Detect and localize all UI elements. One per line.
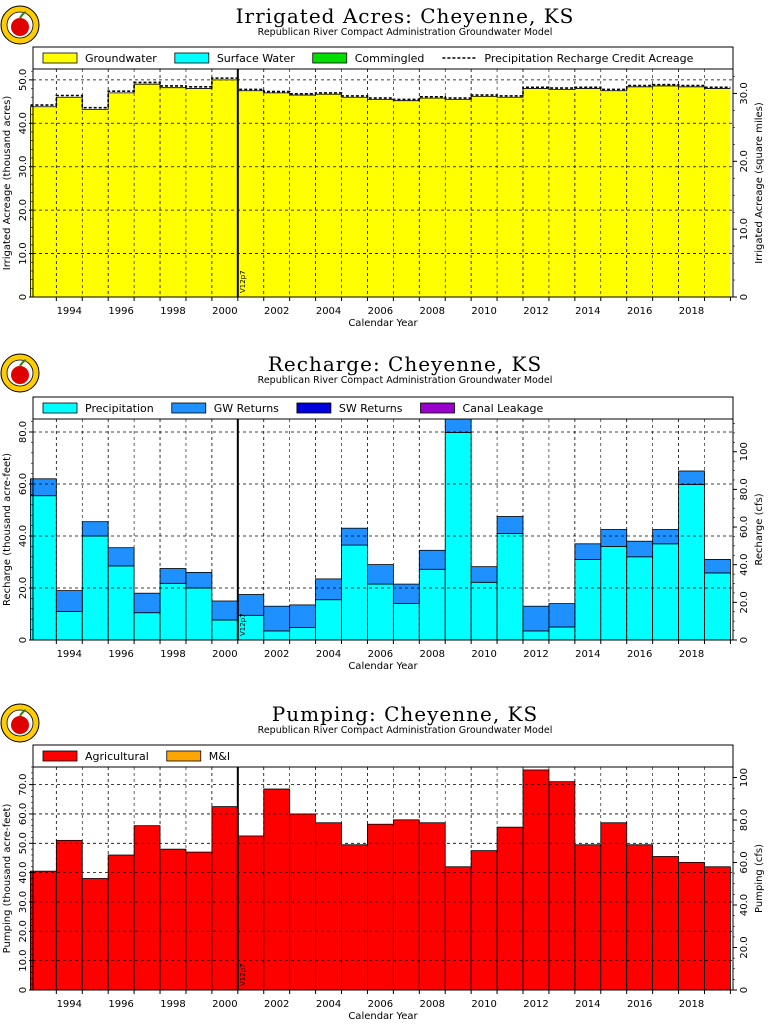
legend-swatch (172, 403, 206, 413)
apple-icon (11, 366, 29, 384)
bar-gw-returns-1994 (56, 591, 82, 612)
bar-precipitation-1998 (160, 583, 186, 640)
ytick-right-label: 60.0 (739, 851, 750, 874)
bar-agricultural-2000 (212, 807, 238, 990)
xtick-label: 1998 (160, 649, 186, 660)
legend-entry: Agricultural (85, 750, 149, 763)
area-groundwater-2004 (316, 94, 342, 297)
version-marker-label: V12p7 (238, 613, 247, 636)
ytick-right-label: 80.0 (739, 808, 750, 832)
xtick-label: 2012 (523, 999, 549, 1010)
legend-entry: Precipitation Recharge Credit Acreage (484, 52, 694, 65)
xtick-label: 2010 (471, 306, 497, 317)
bar-precipitation-2005 (342, 545, 368, 640)
area-groundwater-1994 (56, 97, 82, 297)
bar-gw-returns-1995 (82, 522, 108, 536)
bar-gw-returns-1998 (160, 569, 186, 584)
area-groundwater-2001 (238, 91, 264, 297)
bar-agricultural-2004 (316, 823, 342, 990)
bar-agricultural-2010 (471, 851, 497, 990)
xtick-label: 2004 (315, 999, 342, 1010)
x-axis-label: Calendar Year (348, 318, 418, 329)
ytick-right-label: 80.0 (739, 478, 750, 501)
ytick-label: 0 (18, 986, 29, 994)
bar-agricultural-2008 (419, 823, 445, 990)
xtick-label: 1996 (108, 306, 134, 317)
legend-swatch (43, 403, 77, 413)
y-axis-right-label: Irrigated Acreage (square miles) (754, 102, 765, 264)
chart-subtitle: Republican River Compact Administration Groundwater Model (257, 27, 553, 38)
chart-title: Irrigated Acres: Cheyenne, KS (235, 4, 575, 28)
bar-precipitation-2011 (497, 533, 523, 640)
ytick-label: 30.0 (18, 155, 29, 178)
bar-precipitation-1997 (134, 613, 160, 640)
bar-gw-returns-2016 (627, 541, 653, 557)
bar-agricultural-2007 (393, 820, 419, 990)
bar-precipitation-2014 (575, 559, 601, 640)
ytick-right-label: 20.0 (739, 150, 750, 173)
bar-gw-returns-2002 (264, 606, 290, 631)
ytick-right-label: 10.0 (739, 218, 750, 241)
bar-gw-returns-2013 (549, 604, 575, 627)
chart-panel-3 (1, 702, 765, 1022)
xtick-label: 1994 (56, 999, 83, 1010)
chart-subtitle: Republican River Compact Administration Groundwater Model (257, 375, 553, 386)
x-axis-label: Calendar Year (348, 1011, 418, 1022)
bar-gw-returns-1993 (30, 479, 56, 496)
bar-gw-returns-2003 (290, 605, 316, 628)
ytick-right-label: 0 (739, 293, 750, 301)
legend-entry: SW Returns (338, 402, 403, 415)
bar-agricultural-2005 (342, 845, 368, 990)
bar-agricultural-1996 (108, 855, 134, 990)
area-groundwater-2016 (627, 87, 653, 297)
area-groundwater-2014 (575, 89, 601, 297)
chart-title: Pumping: Cheyenne, KS (271, 702, 539, 726)
area-groundwater-2007 (393, 101, 419, 297)
legend-entry: Precipitation (85, 402, 154, 415)
xtick-label: 2016 (626, 999, 653, 1010)
ytick-label: 60.0 (18, 802, 29, 826)
bar-precipitation-2010 (471, 582, 497, 640)
area-groundwater-2011 (497, 97, 523, 297)
bar-gw-returns-2000 (212, 601, 238, 620)
ytick-label: 20.0 (18, 199, 29, 222)
bar-gw-returns-2009 (445, 419, 471, 433)
ytick-label: 50.0 (18, 68, 29, 91)
bar-agricultural-2018 (679, 862, 705, 990)
bar-gw-returns-1997 (134, 593, 160, 613)
xtick-label: 2000 (212, 306, 238, 317)
legend-entry: Groundwater (85, 52, 157, 65)
area-groundwater-2006 (367, 99, 393, 297)
bar-precipitation-2004 (316, 600, 342, 640)
bar-agricultural-2011 (497, 827, 523, 990)
legend-swatch (43, 751, 77, 761)
legend-swatch (313, 53, 347, 63)
version-marker-label: V12p7 (238, 963, 247, 986)
ytick-label: 40.0 (18, 112, 29, 135)
area-groundwater-2013 (549, 89, 575, 297)
ytick-label: 10.0 (18, 242, 29, 265)
ytick-label: 40.0 (18, 524, 29, 548)
area-groundwater-1998 (160, 88, 186, 297)
area-groundwater-2005 (342, 97, 368, 297)
xtick-label: 2000 (212, 999, 238, 1010)
ytick-label: 0 (18, 636, 29, 644)
xtick-label: 2014 (575, 306, 601, 317)
bar-precipitation-2006 (367, 584, 393, 640)
ytick-label: 10.0 (18, 949, 29, 972)
area-groundwater-2000 (212, 80, 238, 297)
xtick-label: 2004 (315, 649, 342, 660)
area-groundwater-2010 (471, 96, 497, 297)
area-groundwater-2008 (419, 98, 445, 297)
ytick-right-label: 0 (739, 986, 750, 994)
ytick-right-label: 60.0 (739, 515, 750, 539)
bar-agricultural-2014 (575, 845, 601, 990)
legend-swatch (297, 403, 331, 413)
bar-agricultural-2006 (367, 824, 393, 990)
ytick-label: 50.0 (18, 832, 29, 855)
bar-agricultural-2013 (549, 782, 575, 990)
ytick-label: 60.0 (18, 472, 29, 496)
version-marker-label: V12p7 (238, 270, 247, 293)
legend-swatch (421, 403, 455, 413)
ytick-right-label: 100 (739, 767, 750, 788)
area-groundwater-2015 (601, 91, 627, 297)
bar-gw-returns-1996 (108, 548, 134, 566)
xtick-label: 2016 (626, 306, 653, 317)
ytick-right-label: 100 (739, 442, 750, 462)
bar-gw-returns-2014 (575, 544, 601, 560)
xtick-label: 1998 (160, 999, 186, 1010)
ytick-right-label: 40.0 (739, 553, 750, 576)
bar-agricultural-2002 (264, 789, 290, 990)
apple-icon (11, 18, 29, 36)
bar-gw-returns-2015 (601, 530, 627, 547)
xtick-label: 2014 (575, 649, 601, 660)
ytick-right-label: 20.0 (739, 936, 750, 959)
area-groundwater-1999 (186, 89, 212, 297)
bar-agricultural-1995 (82, 879, 108, 991)
bar-precipitation-2013 (549, 627, 575, 640)
area-groundwater-2017 (653, 86, 679, 297)
chart-title: Recharge: Cheyenne, KS (267, 352, 543, 376)
xtick-label: 1996 (108, 999, 134, 1010)
ytick-right-label: 30.0 (739, 82, 750, 105)
bar-precipitation-2018 (679, 485, 705, 640)
ytick-label: 20.0 (18, 576, 29, 600)
legend-entry: Commingled (354, 52, 425, 65)
xtick-label: 2012 (523, 306, 549, 317)
bar-gw-returns-2017 (653, 530, 679, 544)
area-groundwater-2009 (445, 99, 471, 297)
ytick-label: 0 (18, 293, 29, 301)
bar-gw-returns-2018 (679, 471, 705, 485)
area-groundwater-1995 (82, 109, 108, 297)
xtick-label: 1994 (56, 306, 83, 317)
xtick-label: 1994 (56, 649, 83, 660)
xtick-label: 2002 (263, 649, 290, 660)
xtick-label: 2008 (419, 999, 445, 1010)
xtick-label: 2006 (367, 999, 394, 1010)
xtick-label: 2002 (263, 999, 290, 1010)
bar-agricultural-1993 (30, 871, 56, 990)
bar-precipitation-2016 (627, 557, 653, 640)
xtick-label: 1996 (108, 649, 134, 660)
xtick-label: 2018 (678, 306, 705, 317)
bar-agricultural-2015 (601, 823, 627, 990)
xtick-label: 2000 (212, 649, 238, 660)
xtick-label: 2006 (367, 649, 394, 660)
bar-precipitation-1993 (30, 496, 56, 640)
legend-entry: Surface Water (216, 52, 295, 65)
xtick-label: 2008 (419, 306, 445, 317)
bar-gw-returns-2012 (523, 606, 549, 631)
bar-agricultural-2009 (445, 867, 471, 990)
ytick-label: 70.0 (18, 773, 29, 796)
chart-panel-2 (1, 352, 765, 672)
y-axis-right-label: Recharge (cfs) (754, 493, 765, 566)
legend-entry: M&I (208, 750, 231, 763)
bar-precipitation-2015 (601, 546, 627, 640)
area-groundwater-1997 (134, 84, 160, 297)
ytick-label: 40.0 (18, 861, 29, 884)
ytick-label: 20.0 (18, 920, 29, 943)
area-groundwater-1993 (30, 107, 56, 297)
legend-entry: GW Returns (213, 402, 279, 415)
xtick-label: 2018 (678, 999, 705, 1010)
y-axis-label: Pumping (thousand acre-feet) (2, 803, 13, 954)
bar-precipitation-1999 (186, 588, 212, 640)
bar-agricultural-1998 (160, 849, 186, 990)
bar-precipitation-2017 (653, 544, 679, 640)
area-groundwater-2019 (704, 89, 730, 297)
xtick-label: 2018 (678, 649, 705, 660)
xtick-label: 2010 (471, 999, 497, 1010)
legend-swatch (43, 53, 77, 63)
apple-icon (11, 716, 29, 734)
bar-agricultural-2016 (627, 845, 653, 990)
area-groundwater-2012 (523, 89, 549, 297)
xtick-label: 2012 (523, 649, 549, 660)
bar-precipitation-2019 (704, 573, 730, 640)
xtick-label: 2006 (367, 306, 394, 317)
y-axis-label: Recharge (thousand acre-feet) (2, 453, 13, 606)
xtick-label: 2002 (263, 306, 290, 317)
ytick-label: 30.0 (18, 890, 29, 914)
legend-swatch (175, 53, 209, 63)
ytick-right-label: 20.0 (739, 591, 750, 614)
bar-agricultural-2012 (523, 770, 549, 990)
y-axis-label: Irrigated Acreage (thousand acres) (2, 95, 13, 271)
bar-precipitation-2008 (419, 569, 445, 640)
bar-gw-returns-2011 (497, 517, 523, 534)
ytick-right-label: 40.0 (739, 893, 750, 917)
bar-gw-returns-2004 (316, 579, 342, 600)
ytick-label: 80.0 (18, 420, 29, 444)
xtick-label: 1998 (160, 306, 186, 317)
legend-entry: Canal Leakage (462, 402, 544, 415)
bar-gw-returns-2010 (471, 567, 497, 583)
chart-subtitle: Republican River Compact Administration Groundwater Model (257, 725, 553, 736)
bar-precipitation-2003 (290, 628, 316, 640)
bar-agricultural-1997 (134, 826, 160, 990)
area-groundwater-2003 (290, 95, 316, 297)
bar-gw-returns-2008 (419, 550, 445, 569)
legend-swatch (167, 751, 201, 761)
bar-gw-returns-1999 (186, 572, 212, 588)
xtick-label: 2008 (419, 649, 445, 660)
xtick-label: 2014 (575, 999, 601, 1010)
xtick-label: 2016 (626, 649, 653, 660)
ytick-right-label: 0 (739, 636, 750, 644)
bar-precipitation-2007 (393, 604, 419, 640)
bar-precipitation-1996 (108, 566, 134, 640)
bar-precipitation-2012 (523, 631, 549, 640)
bar-agricultural-2017 (653, 856, 679, 990)
bar-gw-returns-2007 (393, 584, 419, 604)
bar-agricultural-2019 (704, 867, 730, 990)
y-axis-right-label: Pumping (cfs) (754, 844, 765, 913)
bar-gw-returns-2001 (238, 595, 264, 616)
bar-gw-returns-2006 (367, 565, 393, 585)
chart-panel-1 (1, 4, 765, 329)
area-groundwater-2018 (679, 87, 705, 297)
xtick-label: 2004 (315, 306, 342, 317)
bar-precipitation-1994 (56, 611, 82, 640)
x-axis-label: Calendar Year (348, 661, 418, 672)
xtick-label: 2010 (471, 649, 497, 660)
bar-precipitation-2000 (212, 620, 238, 640)
bar-gw-returns-2019 (704, 559, 730, 573)
bar-precipitation-2002 (264, 631, 290, 640)
bar-agricultural-1994 (56, 840, 82, 990)
bar-gw-returns-2005 (342, 528, 368, 545)
